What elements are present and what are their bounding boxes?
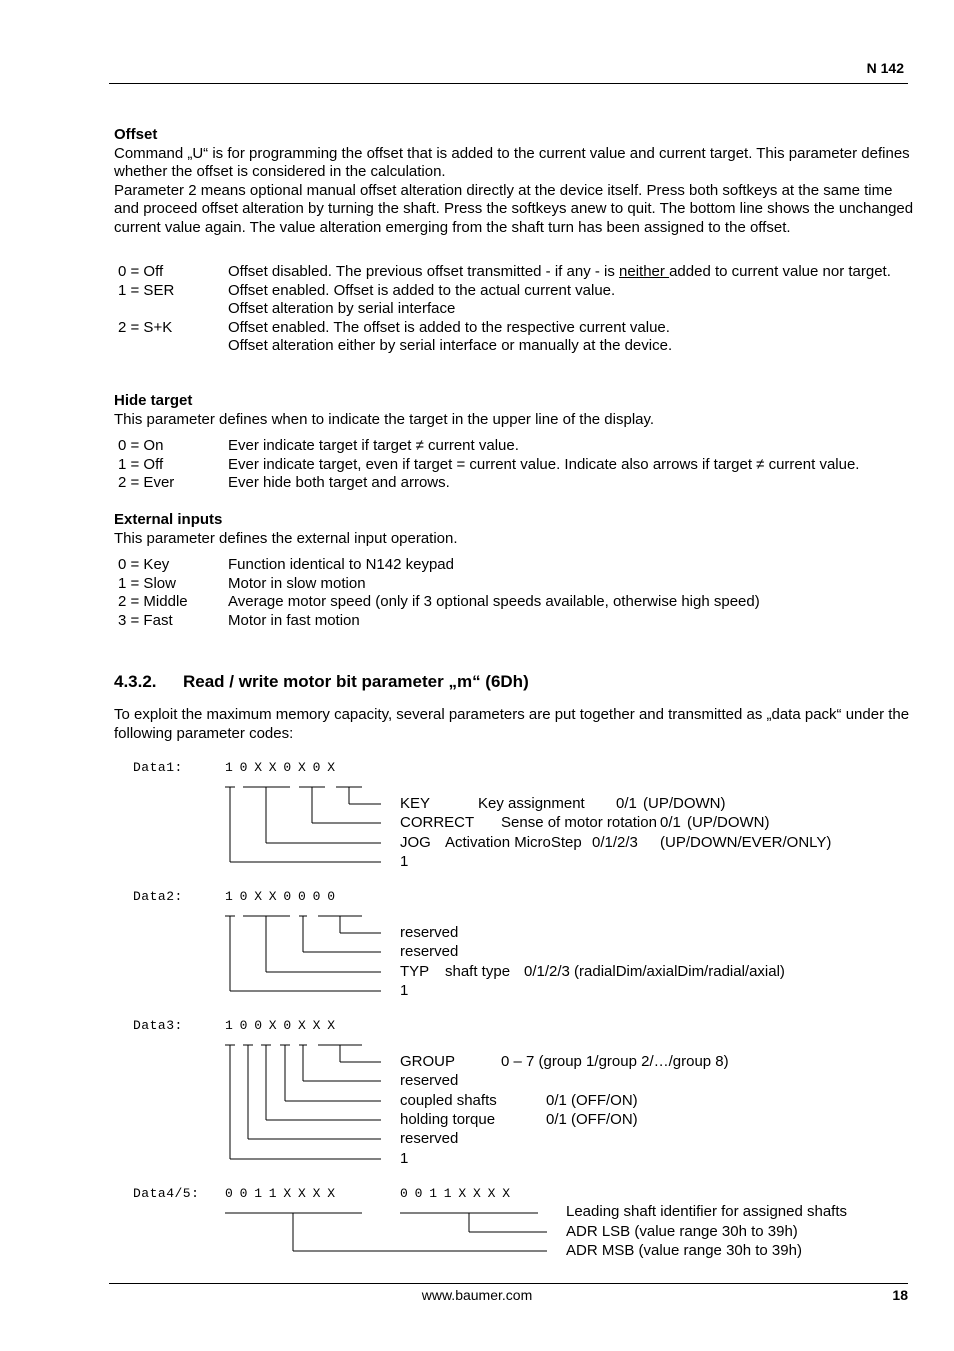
page-number: 18	[892, 1287, 908, 1303]
data2-row-reserved: reserved	[400, 943, 459, 960]
hide-target-description: This parameter defines when to indicate the target in the upper line of the display.	[114, 410, 655, 428]
data1-row-one: 1	[400, 853, 409, 870]
data3-row-reserved: reserved	[400, 1130, 459, 1147]
offset-value-key: 2 = S+K	[118, 318, 173, 336]
data3-name: Data3:	[133, 1018, 183, 1033]
hide-target-row: 2 = Ever Ever hide both target and arrows.	[118, 474, 450, 491]
data3-row-group: GROUP 0 – 7 (group 1/group 2/…/group 8)	[400, 1053, 729, 1070]
data1-row-key: KEY Key assignment 0/1 (UP/DOWN)	[400, 795, 726, 812]
section-intro: To exploit the maximum memory capacity, several parameters are put together and transmitted as „data pack“ under the following parameter codes:	[114, 706, 910, 742]
external-input-row: 3 = Fast Motor in fast motion	[118, 611, 360, 629]
data45-row-leading: Leading shaft identifier for assigned shafts	[566, 1203, 848, 1220]
data45-bits-2: 0 0 1 1 X X X X	[400, 1186, 511, 1201]
offset-paragraph-2: Parameter 2 means optional manual offset alteration directly at the device itself. Press both softkeys at the same time and proceed offset alteration by turning the shaft. Press the softkeys anew to quit. The bottom line shows the unchanged current value again. The value alteration emerging from the shaft turn has been assigned to the offset.	[114, 181, 914, 236]
hide-target-row: 0 = On Ever indicate target if target ≠ current value.	[118, 437, 519, 454]
data2-bits: 1 0 X X 0 0 0 0	[225, 889, 336, 904]
external-input-row: 0 = Key Function identical to N142 keypad	[118, 556, 454, 573]
hide-target-row: 1 = Off Ever indicate target, even if target = current value. Indicate also arrows if target ≠ current value.	[118, 455, 860, 473]
section-heading: 4.3.2. Read / write motor bit parameter „m“ (6Dh)	[114, 672, 529, 691]
offset-value-key: 1 = SER	[118, 281, 175, 299]
offset-heading: Offset	[114, 126, 158, 143]
data1-bits: 1 0 X X 0 X 0 X	[225, 760, 336, 775]
data45-row-msb: ADR MSB (value range 30h to 39h)	[566, 1242, 802, 1259]
data2-tree	[225, 916, 381, 991]
offset-value-key: 0 = Off	[118, 263, 164, 280]
data2-row-typ: TYP shaft type 0/1/2/3 (radialDim/axialDim/radial/axial)	[400, 963, 785, 980]
data45-bits-1: 0 0 1 1 X X X X	[225, 1186, 336, 1201]
data3-row-coupled: coupled shafts 0/1 (OFF/ON)	[400, 1092, 638, 1109]
data3-row-one: 1	[400, 1150, 409, 1167]
data2-row-reserved: reserved	[400, 924, 459, 941]
data3-bits: 1 0 0 X 0 X X X	[225, 1018, 336, 1033]
data2-row-one: 1	[400, 982, 409, 999]
offset-value-text: Offset disabled. The previous offset transmitted - if any - is neither added to current value nor target.	[228, 263, 891, 280]
footer-rule	[109, 1283, 908, 1284]
data2-name: Data2:	[133, 889, 183, 904]
data3-tree	[225, 1045, 381, 1159]
data3-row-holding: holding torque 0/1 (OFF/ON)	[400, 1111, 638, 1128]
external-input-row: 2 = Middle Average motor speed (only if 3 optional speeds available, otherwise high speed)	[118, 593, 760, 610]
offset-value-text: Offset enabled. The offset is added to the respective current value. Offset alteration either by serial interface or manually at the device.	[228, 318, 673, 354]
data1-name: Data1:	[133, 760, 183, 775]
offset-paragraph-1: Command „U“ is for programming the offset that is added to the current value and current target. This parameter defines whether the offset is considered in the calculation.	[114, 144, 910, 180]
data45-row-lsb: ADR LSB (value range 30h to 39h)	[566, 1223, 798, 1240]
document-id: N 142	[866, 60, 904, 76]
external-input-row: 1 = Slow Motor in slow motion	[118, 574, 366, 592]
external-inputs-heading: External inputs	[114, 511, 223, 528]
data1-row-jog: JOG Activation MicroStep 0/1/2/3 (UP/DOWN/EVER/ONLY)	[400, 834, 832, 851]
offset-value-text: Offset enabled. Offset is added to the actual current value. Offset alteration by serial interface	[228, 281, 616, 317]
hide-target-heading: Hide target	[114, 392, 193, 409]
data3-row-reserved: reserved	[400, 1072, 459, 1089]
data1-tree	[225, 787, 381, 862]
footer-url: www.baumer.com	[421, 1287, 533, 1303]
data1-row-correct: CORRECT Sense of motor rotation 0/1 (UP/DOWN)	[400, 814, 770, 831]
external-inputs-description: This parameter defines the external input operation.	[114, 529, 458, 547]
data45-name: Data4/5:	[133, 1186, 200, 1201]
data45-tree	[225, 1213, 547, 1251]
